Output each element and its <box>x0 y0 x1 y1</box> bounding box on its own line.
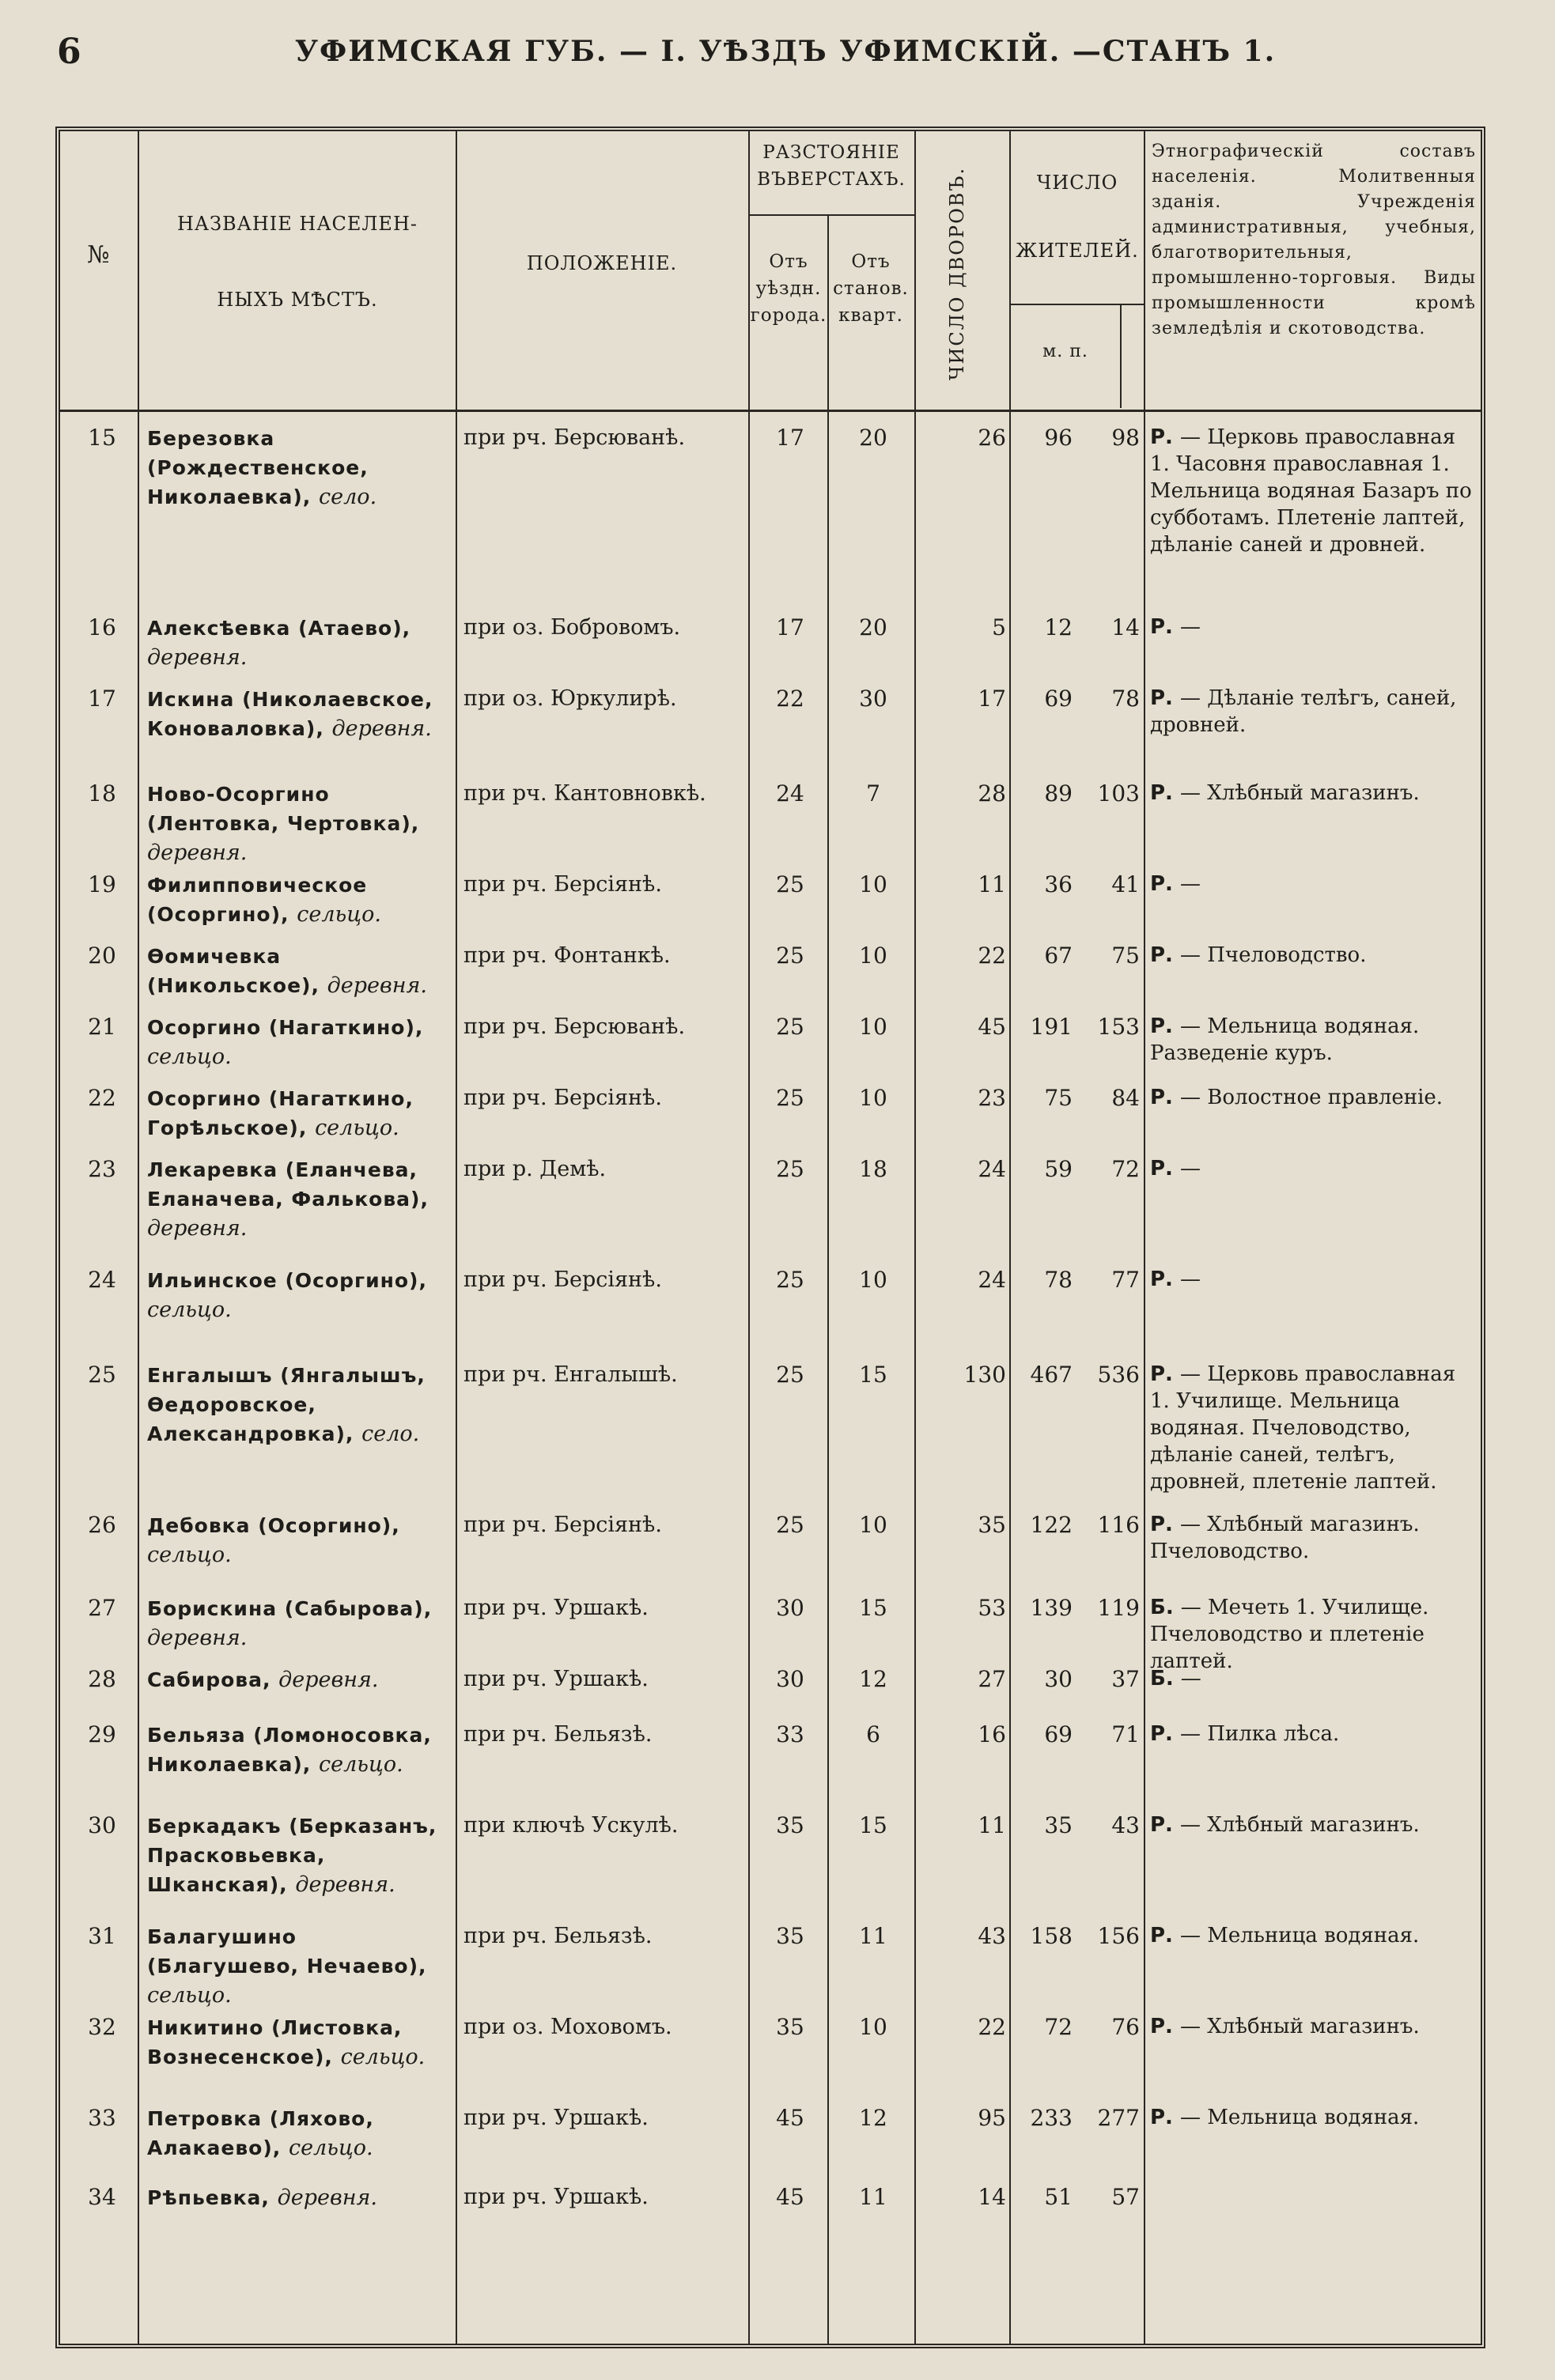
notes-cell <box>1150 1155 1474 1182</box>
row-number: 22 <box>88 1085 116 1111</box>
distance-from-city: 30 <box>776 1595 804 1621</box>
female-count: 72 <box>1111 1156 1140 1182</box>
place-name-cell <box>147 685 452 743</box>
distance-from-stan: 30 <box>859 686 887 712</box>
header-distance: РАЗСТОЯНІЕ ВЪВЕРСТАХЪ. <box>757 142 906 190</box>
ethnic-group-code: Р. <box>1150 1813 1180 1837</box>
page-number: 6 <box>57 32 81 72</box>
female-count: 98 <box>1111 425 1140 451</box>
households-count: 11 <box>978 1812 1006 1838</box>
location: при рч. Берсюванѣ. <box>463 425 686 450</box>
male-count: 75 <box>1044 1085 1073 1111</box>
location: при рч. Берсіянѣ. <box>463 1267 662 1292</box>
households-count: 130 <box>963 1362 1006 1388</box>
households-count: 23 <box>978 1085 1006 1111</box>
distance-from-city: 17 <box>776 614 804 640</box>
ethnic-group-code: Р. <box>1150 1924 1180 1947</box>
notes-text: — Мельница водяная. <box>1179 1924 1420 1947</box>
page-title: УФИМСКАЯ ГУБ. — I. УѢЗДЪ УФИМСКІЙ. —СТАНЪ 1. <box>294 35 1277 68</box>
male-count: 96 <box>1044 425 1073 451</box>
place-name: Осоргино (Нагаткино, Горѣльское), <box>147 1087 414 1139</box>
female-count: 57 <box>1111 2184 1140 2210</box>
ethnic-group-code: Р. <box>1150 1014 1180 1038</box>
distance-from-stan: 10 <box>859 1085 887 1111</box>
households-count: 5 <box>992 614 1006 640</box>
place-name-cell <box>147 1594 452 1653</box>
notes-cell <box>1150 614 1474 640</box>
notes-cell <box>1150 2104 1474 2131</box>
header-num: № <box>87 241 111 269</box>
row-number: 26 <box>88 1512 116 1538</box>
ethnic-group-code: Р. <box>1150 2015 1180 2038</box>
ethnic-group-code: Б. <box>1150 1667 1181 1691</box>
notes-cell <box>1150 685 1474 739</box>
header-households: ЧИСЛО ДВОРОВЪ. <box>946 166 968 381</box>
notes-text: — Дѣланіе телѣгъ, саней, дровней. <box>1150 686 1457 737</box>
place-name: Осоргино (Нагаткино), <box>147 1016 424 1039</box>
distance-from-city: 45 <box>776 2184 804 2210</box>
female-count: 277 <box>1097 2105 1140 2131</box>
place-name-cell <box>147 1665 452 1694</box>
notes-text: — <box>1180 1667 1201 1691</box>
settlement-type: деревня. <box>147 841 248 865</box>
male-count: 36 <box>1044 871 1073 897</box>
place-name: Алексѣевка (Атаево), <box>147 617 411 640</box>
households-count: 27 <box>978 1666 1006 1692</box>
households-count: 14 <box>978 2184 1006 2210</box>
place-name: Беркадакъ (Берказанъ, Прасковьевка, Шканская), <box>147 1815 437 1896</box>
location: при рч. Берсіянѣ. <box>463 872 662 897</box>
female-count: 77 <box>1111 1267 1140 1293</box>
place-name-cell <box>147 1721 452 1779</box>
column-divider <box>1144 131 1145 2344</box>
column-divider <box>748 131 750 2344</box>
settlements-table <box>55 127 1485 2348</box>
notes-cell <box>1150 1266 1474 1293</box>
female-count: 116 <box>1097 1512 1140 1538</box>
notes-text: — Церковь православная 1. Часовня православная 1. Мельница водяная Базаръ по субботамъ. Плетеніе лаптей, дѣланіе саней и дровней. <box>1150 425 1472 557</box>
distance-from-stan: 6 <box>866 1721 880 1747</box>
notes-text: — Пчеловодство. <box>1179 943 1367 967</box>
place-name-cell <box>147 424 452 512</box>
place-name-cell <box>147 1084 452 1143</box>
notes-text: — Мечеть 1. Училище. Пчеловодство и плетеніе лаптей. <box>1150 1596 1429 1673</box>
row-number: 23 <box>88 1156 116 1182</box>
notes-text: — Хлѣбный магазинъ. Пчеловодство. <box>1150 1513 1420 1563</box>
distance-from-stan: 12 <box>859 2105 887 2131</box>
row-number: 29 <box>88 1721 116 1747</box>
place-name: Сабирова, <box>147 1668 279 1691</box>
location: при рч. Уршакѣ. <box>463 2185 649 2209</box>
notes-cell <box>1150 1084 1474 1111</box>
header-position: ПОЛОЖЕНІЕ. <box>526 252 678 274</box>
male-count: 139 <box>1030 1595 1073 1621</box>
distance-from-stan: 10 <box>859 1267 887 1293</box>
ethnic-group-code: Р. <box>1150 943 1180 967</box>
male-count: 51 <box>1044 2184 1073 2210</box>
settlement-type: деревня. <box>295 1872 395 1897</box>
notes-cell <box>1150 1811 1474 1838</box>
female-count: 153 <box>1097 1014 1140 1040</box>
row-number: 19 <box>88 871 116 897</box>
location: при рч. Берсюванѣ. <box>463 1014 686 1039</box>
place-name: Ново-Осоргино (Лентовка, Чертовка), <box>147 783 420 835</box>
place-name: Енгалышъ (Янгалышъ, Ѳедоровское, Александровка), <box>147 1364 426 1445</box>
female-count: 103 <box>1097 780 1140 807</box>
settlement-type: село. <box>319 485 377 509</box>
notes-cell <box>1150 780 1474 807</box>
distance-from-city: 25 <box>776 1156 804 1182</box>
row-number: 17 <box>88 686 116 712</box>
households-count: 35 <box>978 1512 1006 1538</box>
ethnic-group-code: Р. <box>1150 615 1180 639</box>
place-name-cell <box>147 1511 452 1570</box>
place-name: Петровка (Ляхово, Алакаево), <box>147 2107 374 2159</box>
column-divider <box>914 131 916 2344</box>
settlement-type: сельцо. <box>340 2045 426 2069</box>
residents-subheader-line <box>1009 304 1144 305</box>
male-count: 67 <box>1044 943 1073 969</box>
place-name: Балагушино (Благушево, Нечаево), <box>147 1925 427 1978</box>
ethnic-group-code: Р. <box>1150 1362 1180 1386</box>
households-count: 95 <box>978 2105 1006 2131</box>
location: при ключѣ Ускулѣ. <box>463 1813 679 1838</box>
distance-from-stan: 20 <box>859 425 887 451</box>
notes-text: — Хлѣбный магазинъ. <box>1179 2015 1420 2038</box>
location: при рч. Фонтанкѣ. <box>463 943 671 968</box>
row-number: 30 <box>88 1812 116 1838</box>
row-number: 33 <box>88 2105 116 2131</box>
distance-from-stan: 10 <box>859 943 887 969</box>
row-number: 27 <box>88 1595 116 1621</box>
row-number: 15 <box>88 425 116 451</box>
households-count: 22 <box>978 943 1006 969</box>
location: при оз. Бобровомъ. <box>463 615 681 640</box>
households-count: 24 <box>978 1267 1006 1293</box>
place-name-cell <box>147 2183 452 2212</box>
location: при рч. Уршакѣ. <box>463 1596 649 1620</box>
place-name-cell <box>147 942 452 1000</box>
male-count: 89 <box>1044 780 1073 807</box>
distance-from-stan: 15 <box>859 1595 887 1621</box>
ethnic-group-code: Р. <box>1150 1513 1180 1536</box>
notes-text: — <box>1179 615 1201 639</box>
place-name-cell <box>147 1013 452 1071</box>
distance-from-city: 22 <box>776 686 804 712</box>
notes-cell <box>1150 1721 1474 1747</box>
settlement-type: деревня. <box>327 973 427 998</box>
notes-text: — Мельница водяная. Разведеніе куръ. <box>1150 1014 1420 1065</box>
distance-from-stan: 15 <box>859 1812 887 1838</box>
notes-cell <box>1150 2013 1474 2040</box>
households-count: 45 <box>978 1014 1006 1040</box>
distance-from-city: 25 <box>776 871 804 897</box>
settlement-type: деревня. <box>277 2185 377 2210</box>
row-number: 21 <box>88 1014 116 1040</box>
column-divider <box>827 214 829 2344</box>
ethnic-group-code: Р. <box>1150 686 1180 710</box>
distance-from-city: 25 <box>776 1267 804 1293</box>
notes-cell <box>1150 942 1474 969</box>
location: при рч. Уршакѣ. <box>463 2106 649 2130</box>
distance-from-city: 35 <box>776 1923 804 1949</box>
place-name: Лекаревка (Еланчева, Еланачева, Фалькова), <box>147 1158 429 1211</box>
place-name: Дебовка (Осоргино), <box>147 1514 400 1537</box>
notes-cell <box>1150 1665 1474 1692</box>
row-number: 24 <box>88 1267 116 1293</box>
female-count: 71 <box>1111 1721 1140 1747</box>
female-count: 75 <box>1111 943 1140 969</box>
location: при рч. Бельязѣ. <box>463 1924 653 1948</box>
place-name: Березовка (Рождественское, Николаевка), <box>147 427 369 508</box>
female-count: 536 <box>1097 1362 1140 1388</box>
place-name: Рѣпьевка, <box>147 2186 278 2209</box>
settlement-type: село. <box>361 1422 420 1446</box>
place-name-cell <box>147 1266 452 1324</box>
location: при оз. Моховомъ. <box>463 2015 672 2039</box>
place-name-cell <box>147 2013 452 2072</box>
distance-from-city: 35 <box>776 1812 804 1838</box>
distance-from-stan: 15 <box>859 1362 887 1388</box>
male-count: 467 <box>1030 1362 1073 1388</box>
settlement-type: деревня. <box>147 1626 248 1650</box>
header-name-line1: НАЗВАНІЕ НАСЕЛЕН- <box>176 213 418 235</box>
ethnic-group-code: Р. <box>1150 2106 1180 2129</box>
column-divider <box>138 131 139 2344</box>
settlement-type: сельцо. <box>147 1543 232 1567</box>
header-notes: Этнографическій составъ населенія. Молитвенныя зданія. Учрежденія административныя, учебныя, благотворительныя, промышленно-торговыя. Виды промышленности кромѣ земледѣлія и скотоводства. <box>1152 142 1476 338</box>
distance-from-stan: 7 <box>866 780 880 807</box>
place-name-cell <box>147 871 452 929</box>
header-divider <box>60 410 1481 412</box>
female-count: 41 <box>1111 871 1140 897</box>
notes-cell <box>1150 1361 1474 1495</box>
female-count: 156 <box>1097 1923 1140 1949</box>
households-count: 24 <box>978 1156 1006 1182</box>
distance-from-city: 45 <box>776 2105 804 2131</box>
male-count: 35 <box>1044 1812 1073 1838</box>
column-divider <box>1009 131 1011 2344</box>
households-count: 22 <box>978 2014 1006 2040</box>
notes-text: — Хлѣбный магазинъ. <box>1179 781 1420 805</box>
distance-from-city: 30 <box>776 1666 804 1692</box>
male-count: 12 <box>1044 614 1073 640</box>
female-count: 78 <box>1111 686 1140 712</box>
notes-text: — Пилка лѣса. <box>1179 1722 1340 1746</box>
column-divider <box>1120 305 1122 408</box>
male-count: 30 <box>1044 1666 1073 1692</box>
row-number: 16 <box>88 614 116 640</box>
distance-from-city: 25 <box>776 1085 804 1111</box>
header-male: м. п. <box>1042 342 1088 361</box>
location: при р. Демѣ. <box>463 1157 607 1181</box>
distance-subheader-line <box>748 214 914 216</box>
distance-from-stan: 10 <box>859 2014 887 2040</box>
location: при рч. Кантовновкѣ. <box>463 781 706 806</box>
column-divider <box>456 131 457 2344</box>
notes-cell <box>1150 1922 1474 1949</box>
male-count: 72 <box>1044 2014 1073 2040</box>
location: при рч. Берсіянѣ. <box>463 1513 662 1537</box>
distance-from-city: 25 <box>776 943 804 969</box>
households-count: 43 <box>978 1923 1006 1949</box>
distance-from-stan: 20 <box>859 614 887 640</box>
distance-from-city: 25 <box>776 1362 804 1388</box>
notes-text: — Мельница водяная. <box>1179 2106 1420 2129</box>
place-name: Никитино (Листовка, Вознесенское), <box>147 2016 403 2068</box>
location: при оз. Юркулирѣ. <box>463 686 677 711</box>
place-name: Искина (Николаевское, Коноваловка), <box>147 688 433 740</box>
male-count: 59 <box>1044 1156 1073 1182</box>
settlement-type: сельцо. <box>315 1116 399 1140</box>
settlement-type: сельцо. <box>319 1752 403 1777</box>
female-count: 14 <box>1111 614 1140 640</box>
households-count: 28 <box>978 780 1006 807</box>
place-name: Борискина (Сабырова), <box>147 1597 433 1620</box>
place-name: Бельяза (Ломоносовка, Николаевка), <box>147 1724 432 1776</box>
female-count: 119 <box>1097 1595 1140 1621</box>
male-count: 233 <box>1030 2105 1073 2131</box>
notes-text: — Хлѣбный магазинъ. <box>1179 1813 1420 1837</box>
running-head <box>0 0 1555 119</box>
notes-text: — <box>1179 872 1201 896</box>
households-count: 17 <box>978 686 1006 712</box>
male-count: 69 <box>1044 1721 1073 1747</box>
households-count: 53 <box>978 1595 1006 1621</box>
notes-cell <box>1150 871 1474 897</box>
distance-from-stan: 18 <box>859 1156 887 1182</box>
ethnic-group-code: Р. <box>1150 1267 1180 1291</box>
place-name-cell <box>147 1361 452 1449</box>
header-name-line2: НЫХЪ МѢСТЪ. <box>217 289 378 311</box>
location: при рч. Берсіянѣ. <box>463 1086 662 1110</box>
ethnic-group-code: Р. <box>1150 1086 1180 1109</box>
distance-from-stan: 10 <box>859 1512 887 1538</box>
row-number: 18 <box>88 780 116 807</box>
header-from-stan: Отъ станов. кварт. <box>833 251 909 326</box>
male-count: 158 <box>1030 1923 1073 1949</box>
place-name-cell <box>147 1922 452 2010</box>
place-name-cell <box>147 780 452 867</box>
row-number: 20 <box>88 943 116 969</box>
place-name: Филипповическое (Осоргино), <box>147 874 368 926</box>
distance-from-city: 35 <box>776 2014 804 2040</box>
female-count: 43 <box>1111 1812 1140 1838</box>
male-count: 191 <box>1030 1014 1073 1040</box>
households-count: 16 <box>978 1721 1006 1747</box>
place-name-cell <box>147 1155 452 1243</box>
distance-from-stan: 10 <box>859 871 887 897</box>
row-number: 31 <box>88 1923 116 1949</box>
households-count: 11 <box>978 871 1006 897</box>
row-number: 28 <box>88 1666 116 1692</box>
male-count: 78 <box>1044 1267 1073 1293</box>
header-residents-bottom: ЖИТЕЛЕЙ. <box>1016 240 1139 262</box>
distance-from-stan: 10 <box>859 1014 887 1040</box>
female-count: 84 <box>1111 1085 1140 1111</box>
ethnic-group-code: Р. <box>1150 425 1180 449</box>
settlement-type: деревня. <box>331 716 432 741</box>
ethnic-group-code: Р. <box>1150 1157 1180 1181</box>
settlement-type: сельцо. <box>147 1983 232 2008</box>
distance-from-city: 25 <box>776 1014 804 1040</box>
row-number: 34 <box>88 2184 116 2210</box>
location: при рч. Енгалышѣ. <box>463 1362 678 1387</box>
ethnic-group-code: Р. <box>1150 781 1180 805</box>
settlement-type: сельцо. <box>147 1298 232 1322</box>
male-count: 69 <box>1044 686 1073 712</box>
row-number: 25 <box>88 1362 116 1388</box>
location: при рч. Бельязѣ. <box>463 1722 653 1747</box>
distance-from-stan: 11 <box>859 1923 887 1949</box>
place-name: Ѳомичевка (Никольское), <box>147 945 327 997</box>
notes-cell <box>1150 1594 1474 1675</box>
place-name-cell <box>147 2104 452 2163</box>
distance-from-stan: 12 <box>859 1666 887 1692</box>
ethnic-group-code: Р. <box>1150 872 1180 896</box>
settlement-type: деревня. <box>147 645 248 670</box>
row-number: 32 <box>88 2014 116 2040</box>
notes-text: — Церковь православная 1. Училище. Мельница водяная. Пчеловодство, дѣланіе саней, телѣгъ, дровней, плетеніе лаптей. <box>1150 1362 1456 1494</box>
female-count: 37 <box>1111 1666 1140 1692</box>
distance-from-city: 24 <box>776 780 804 807</box>
notes-text: — Волостное правленіе. <box>1179 1086 1443 1109</box>
households-count: 26 <box>978 425 1006 451</box>
notes-text: — <box>1179 1267 1201 1291</box>
male-count: 122 <box>1030 1512 1073 1538</box>
settlement-type: деревня. <box>147 1216 248 1241</box>
ethnic-group-code: Б. <box>1150 1596 1181 1619</box>
female-count: 76 <box>1111 2014 1140 2040</box>
notes-cell <box>1150 1511 1474 1565</box>
distance-from-city: 17 <box>776 425 804 451</box>
settlement-type: сельцо. <box>147 1045 232 1069</box>
place-name-cell <box>147 1811 452 1899</box>
distance-from-city: 25 <box>776 1512 804 1538</box>
place-name: Ильинское (Осоргино), <box>147 1269 427 1292</box>
notes-cell <box>1150 424 1474 558</box>
distance-from-stan: 11 <box>859 2184 887 2210</box>
settlement-type: деревня. <box>278 1668 379 1692</box>
distance-from-city: 33 <box>776 1721 804 1747</box>
place-name-cell <box>147 614 452 672</box>
notes-text: — <box>1179 1157 1201 1181</box>
header-from-city: Отъ уѣздн. города. <box>750 251 827 326</box>
header-residents-top: ЧИСЛО <box>1036 172 1118 194</box>
settlement-type: сельцо. <box>288 2136 373 2160</box>
notes-cell <box>1150 1013 1474 1067</box>
settlement-type: сельцо. <box>297 902 381 927</box>
ethnic-group-code: Р. <box>1150 1722 1180 1746</box>
location: при рч. Уршакѣ. <box>463 1667 649 1691</box>
